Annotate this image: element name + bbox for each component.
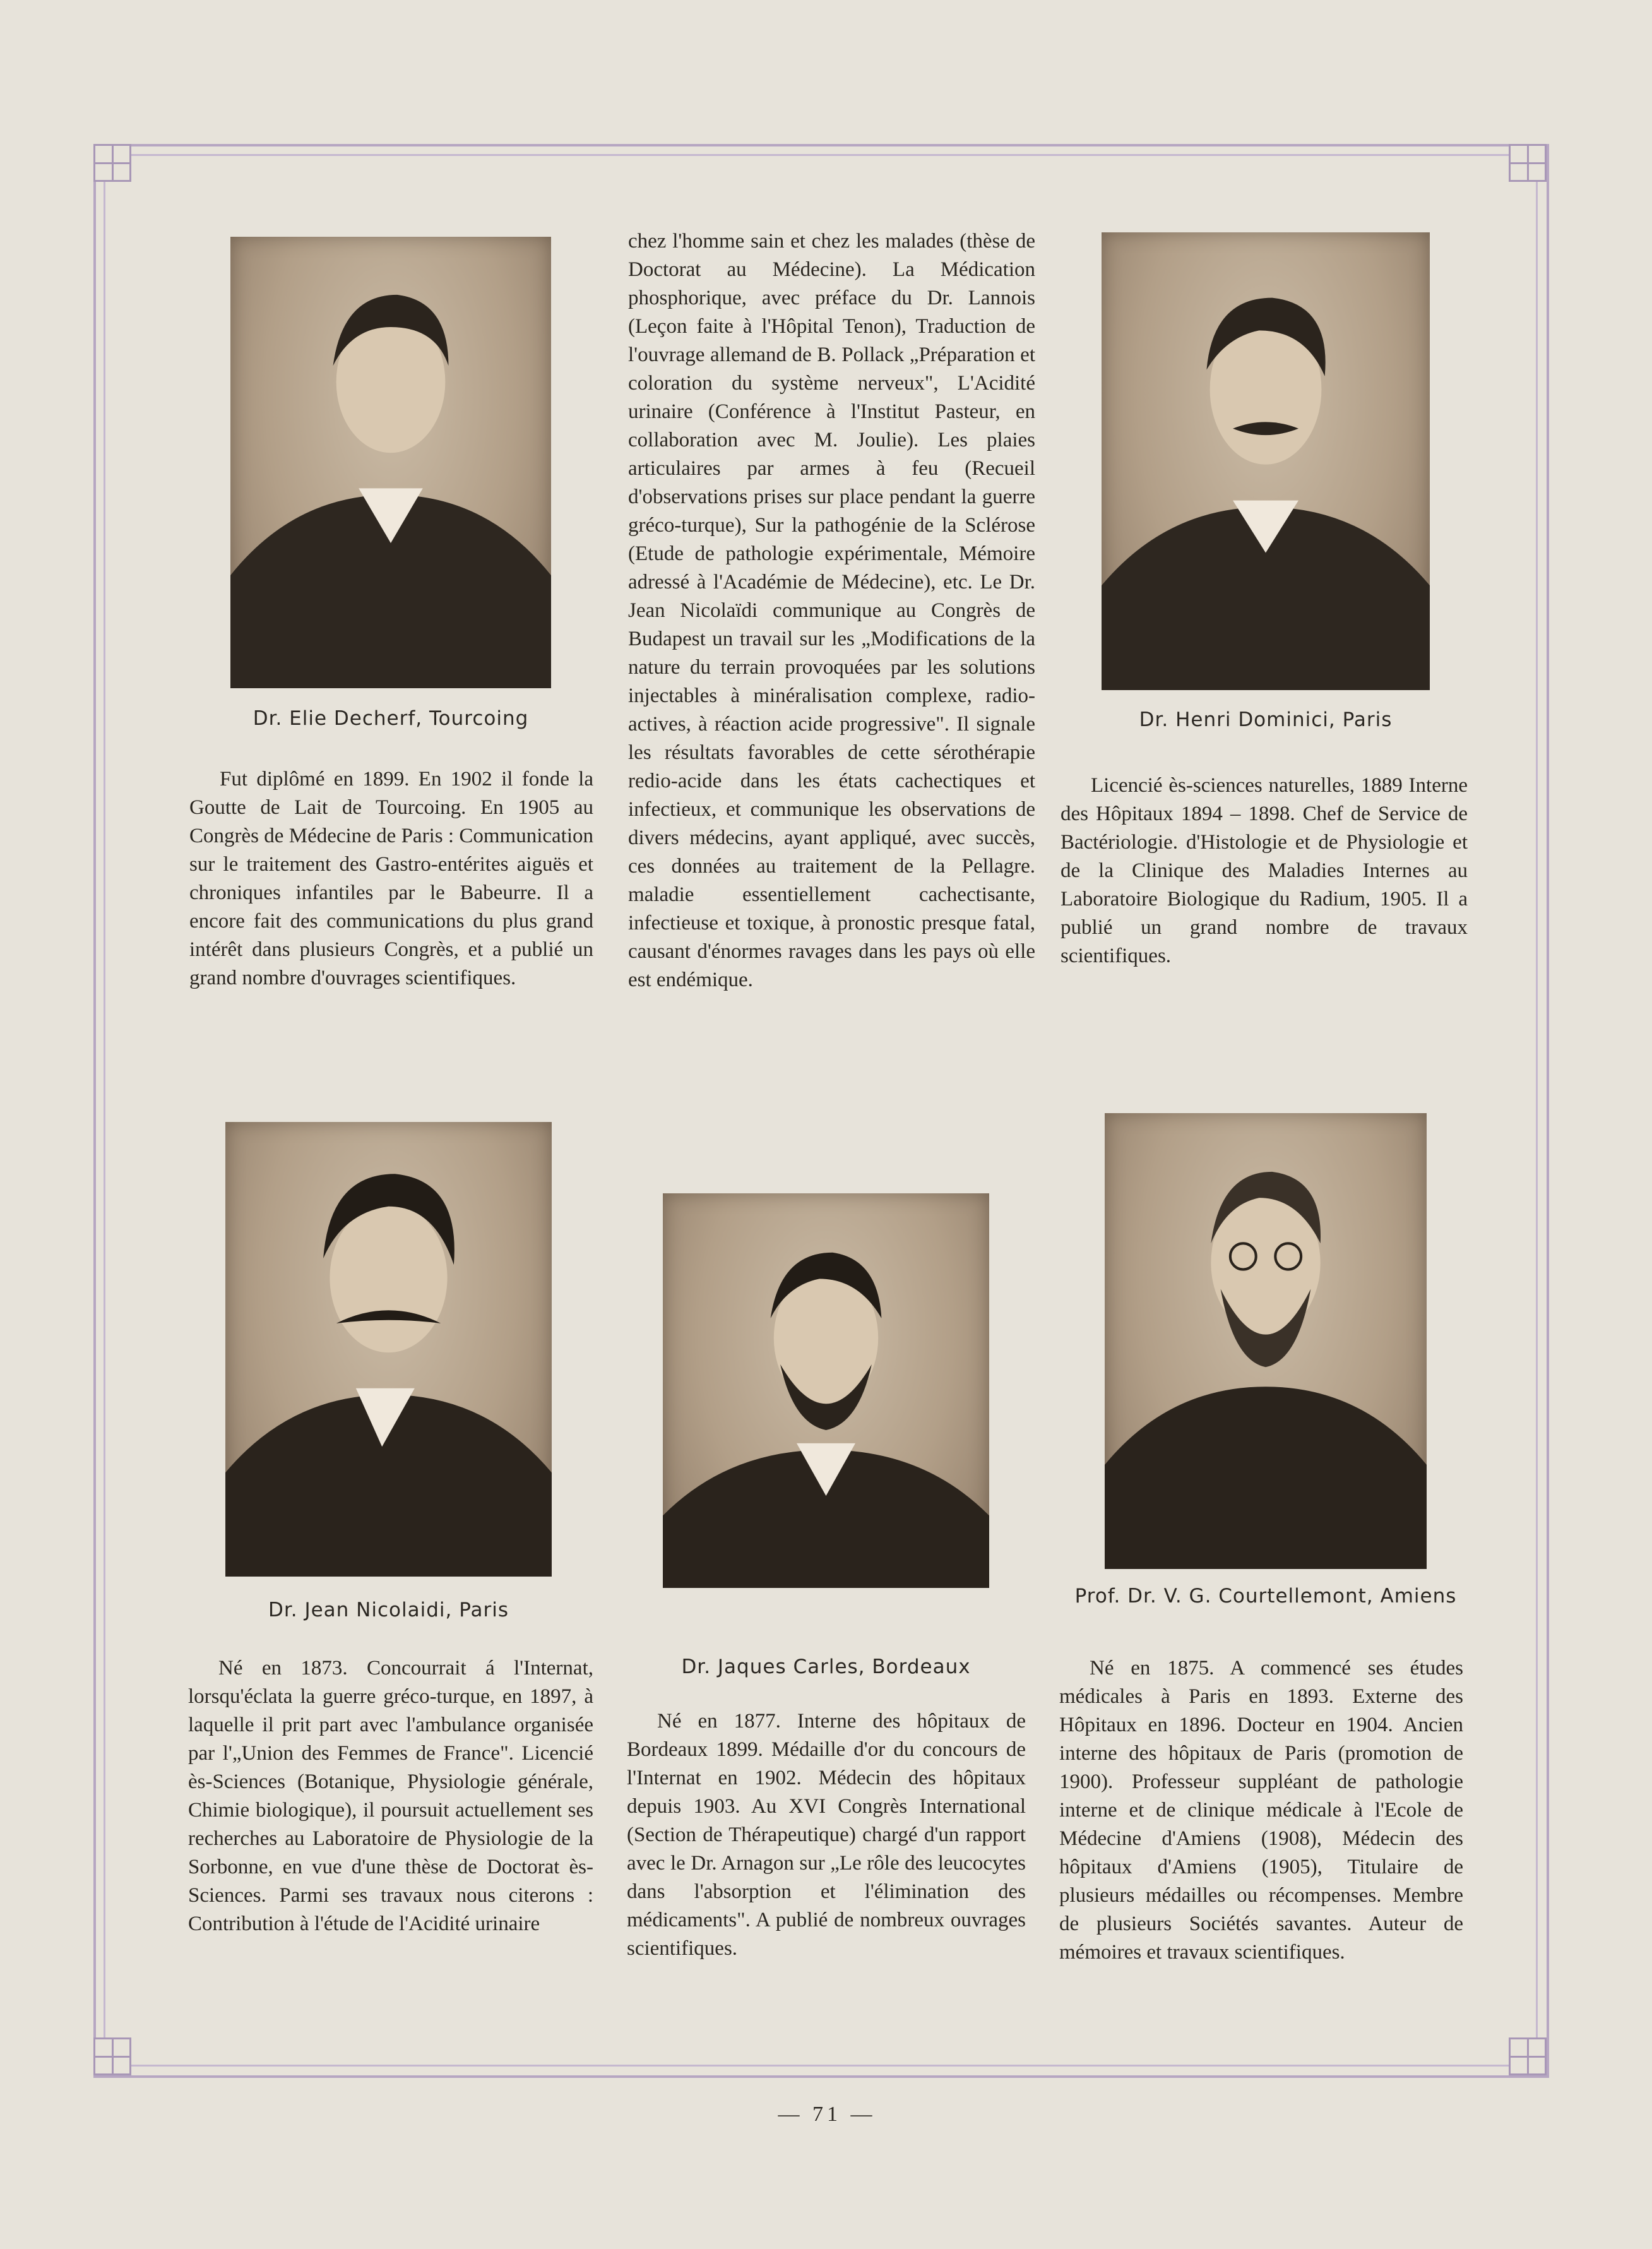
portrait-photo-decherf [230,237,551,688]
corner-ornament-top-left [93,144,131,182]
portrait-caption-courtellemont: Prof. Dr. V. G. Courtellemont, Amiens [1074,1585,1457,1608]
portrait-caption-decherf: Dr. Elie Decherf, Tourcoing [253,707,529,730]
corner-ornament-top-right [1509,144,1547,182]
portrait-photo-carles [663,1193,989,1588]
portrait-photo-nicolaidi [225,1122,552,1577]
portrait-photo-dominici [1102,232,1430,690]
bio-text-decherf: Fut diplômé en 1899. En 1902 il fonde la Goutte de Lait de Tourcoing. En 1905 au Congrès de Médecine de Paris : Communication sur le traitement des Gastro-entérites aiguës et chroniques infantiles par le Babeurre. Il a encore fait des communications du plus grand intérêt dans plusieurs Congrès, et a publié un grand nombre d'ouvrages scientifiques. [189,768,599,989]
bio-text-courtellemont: Né en 1875. A commencé ses études médicales à Paris en 1893. Externe des Hôpitaux en 1896. Docteur en 1904. Ancien interne des hôpitaux de Paris (promotion de 1900). Professeur suppléant de pathologie interne et de clinique médicale à l'Ecole de Médecine d'Amiens (1908), Médecin des hôpitaux d'Amiens (1905), Titulaire de plusieurs médailles ou récompenses. Membre de plusieurs Sociétés savantes. Auteur de mémoires et travaux scientifiques. [1059,1657,1469,1964]
portrait-caption-carles: Dr. Jaques Carles, Bordeaux [681,1655,971,1678]
bio-text-nicolaidi-continued: chez l'homme sain et chez les malades (thèse de Doctorat au Médecine). La Médication phosphorique, avec préface du Dr. Lannois (Leçon faite à l'Hôpital Tenon), Traduction de l'ouvrage allemand de B. Pollack „Préparation et coloration du système nerveux", L'Acidité urinaire (Conférence à l'Institut Pasteur, en collaboration avec M. Joulie). Les plaies articulaires par armes à feu (Recueil d'observations prises sur place pendant la guerre gréco-turque), Sur la pathogénie de la Sclérose (Etude de pathologie expérimentale, Mémoire adressé à l'Académie de Médecine), etc. Le Dr. Jean Nicolaïdi communique au Congrès de Budapest un travail sur les „Modifications de la nature du terrain provoquées par les solutions injectables à minéralisation complexe, radio-actives, à réaction acide progressive". Il signale les résultats favorables de cette sérothérapie redio-acide dans les états cachectiques et infectieux, et communique les observations de divers médecins, ayant appliqué, avec succès, ces données au traitement de la Pellagre. maladie essentiellement cachectisante, infectieuse et toxique, à pronostic presque fatal, causant d'énormes ravages dans les pays où elle est endémique. [628,230,1041,991]
page-number: — 71 — [778,2103,876,2126]
portrait-caption-nicolaidi: Dr. Jean Nicolaidi, Paris [268,1599,509,1621]
bio-text-dominici: Licencié ès-sciences naturelles, 1889 Interne des Hôpitaux 1894 – 1898. Chef de Service de Bactériologie. d'Histologie et de Physiologie et de la Clinique des Maladies Internes au Laboratoire Biologique du Radium, 1905. Il a publié un grand nombre de travaux scientifiques. [1061,774,1473,967]
portrait-photo-courtellemont [1105,1113,1427,1569]
corner-ornament-bottom-right [1509,2037,1547,2075]
portrait-caption-dominici: Dr. Henri Dominici, Paris [1139,708,1393,731]
corner-ornament-bottom-left [93,2037,131,2075]
bio-text-nicolaidi: Né en 1873. Concourrait á l'Internat, lorsqu'éclata la guerre gréco-turque, en 1897, à laquelle il prit part avec l'ambulance organisée par l'„Union des Femmes de France". Licencié ès-Sciences (Botanique, Physiologie générale, Chimie biologique), il poursuit actuellement ses recherches au Laboratoire de Physiologie de la Sorbonne, en vue d'une thèse de Doctorat ès-Sciences. Parmi ses travaux nous citerons : Contribution à l'étude de l'Acidité urinaire [188,1657,599,1935]
bio-text-carles: Né en 1877. Interne des hôpitaux de Bordeaux 1899. Médaille d'or du concours de l'Internat en 1902. Médecin des hôpitaux depuis 1903. Au XVI Congrès International (Section de Thérapeutique) chargé d'un rapport avec le Dr. Arnagon sur „Le rôle des leucocytes dans l'absorption et l'élimination des médicaments". A publié de nombreux ouvrages scientifiques. [627,1710,1031,1960]
